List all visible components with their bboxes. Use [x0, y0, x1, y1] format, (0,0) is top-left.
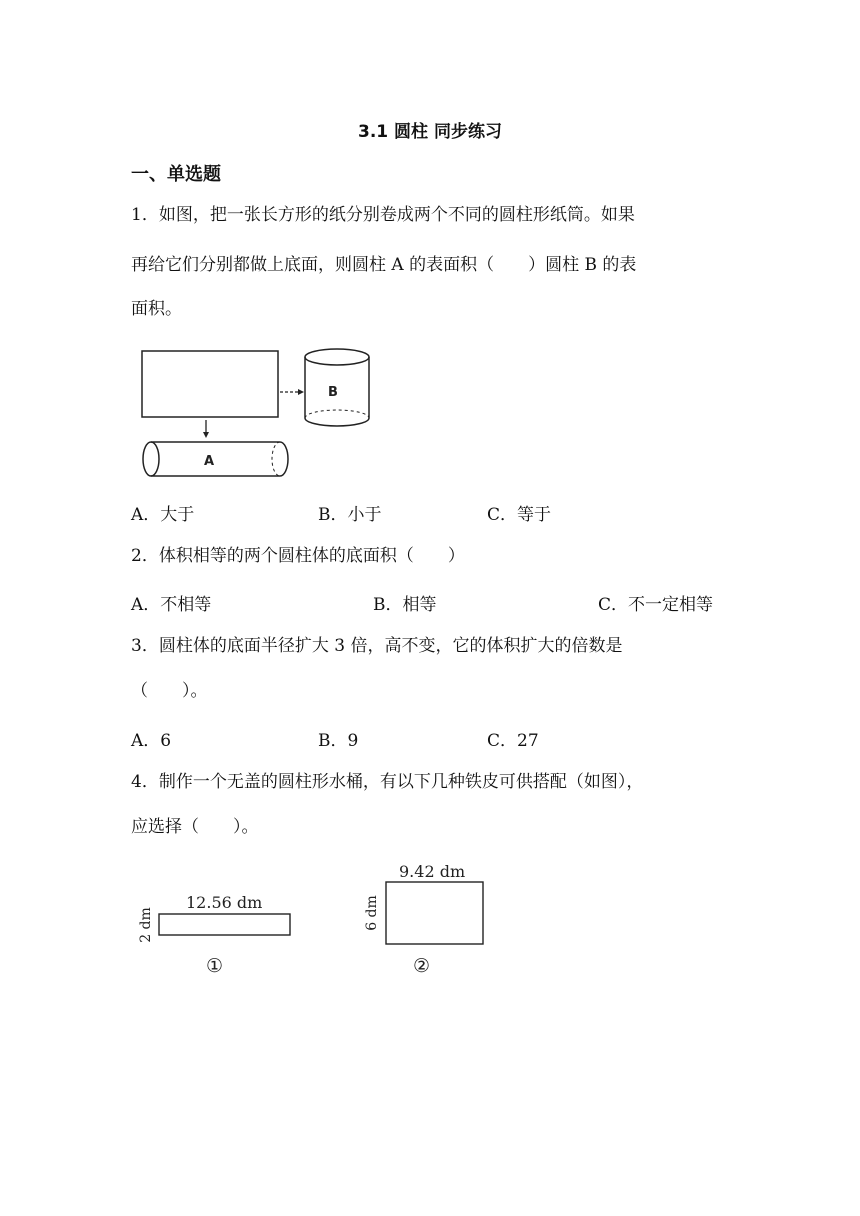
- sheet-2-height-label: 6 dm: [364, 895, 380, 931]
- section-heading: 一、单选题: [131, 164, 221, 185]
- metal-sheet-1: [138, 893, 290, 977]
- sheet-1-height-label: 2 dm: [138, 907, 154, 943]
- q3-option-b[interactable]: B．9: [318, 731, 359, 751]
- q4-line-1: 4．制作一个无盖的圆柱形水桶，有以下几种铁皮可供搭配（如图），: [131, 772, 644, 792]
- q3-line-1: 3．圆柱体的底面半径扩大 3 倍，高不变，它的体积扩大的倍数是: [131, 636, 623, 656]
- q1-line-3: 面积。: [131, 299, 182, 319]
- sheet-2-width-label: 9.42 dm: [399, 862, 466, 881]
- q3-option-a[interactable]: A．6: [131, 731, 172, 751]
- q1-line-1: 1．如图，把一张长方形的纸分别卷成两个不同的圆柱形纸筒。如果: [131, 205, 635, 225]
- metal-sheet-2: [364, 862, 483, 977]
- q1-figure: [130, 340, 390, 485]
- sheet-1-number: ①: [206, 955, 224, 977]
- cylinder-b-label: B: [328, 385, 338, 400]
- q3-option-c[interactable]: C．27: [487, 731, 539, 751]
- sheet-2-number: ②: [413, 955, 431, 977]
- cylinder-a-label: A: [204, 454, 215, 469]
- q1-option-a[interactable]: A．大于: [131, 505, 195, 525]
- page-title: 3.1 圆柱 同步练习: [358, 122, 502, 142]
- q2-line-1: 2．体积相等的两个圆柱体的底面积（ ）: [131, 546, 465, 566]
- q2-option-c[interactable]: C．不一定相等: [598, 595, 714, 615]
- paper-rectangle: [142, 351, 278, 417]
- q3-line-2: （ ）。: [131, 681, 208, 701]
- q1-option-c[interactable]: C．等于: [487, 505, 552, 525]
- q2-option-a[interactable]: A．不相等: [131, 595, 212, 615]
- cylinder-a: [143, 442, 288, 476]
- q2-option-b[interactable]: B．相等: [373, 595, 437, 615]
- q1-line-2: 再给它们分别都做上底面，则圆柱 A 的表面积（ ）圆柱 B 的表: [131, 255, 637, 275]
- q4-line-2: 应选择（ ）。: [131, 817, 259, 837]
- sheet-1-width-label: 12.56 dm: [186, 893, 263, 912]
- q4-figure: [130, 855, 500, 980]
- cylinder-b: [305, 349, 369, 426]
- q1-option-b[interactable]: B．小于: [318, 505, 382, 525]
